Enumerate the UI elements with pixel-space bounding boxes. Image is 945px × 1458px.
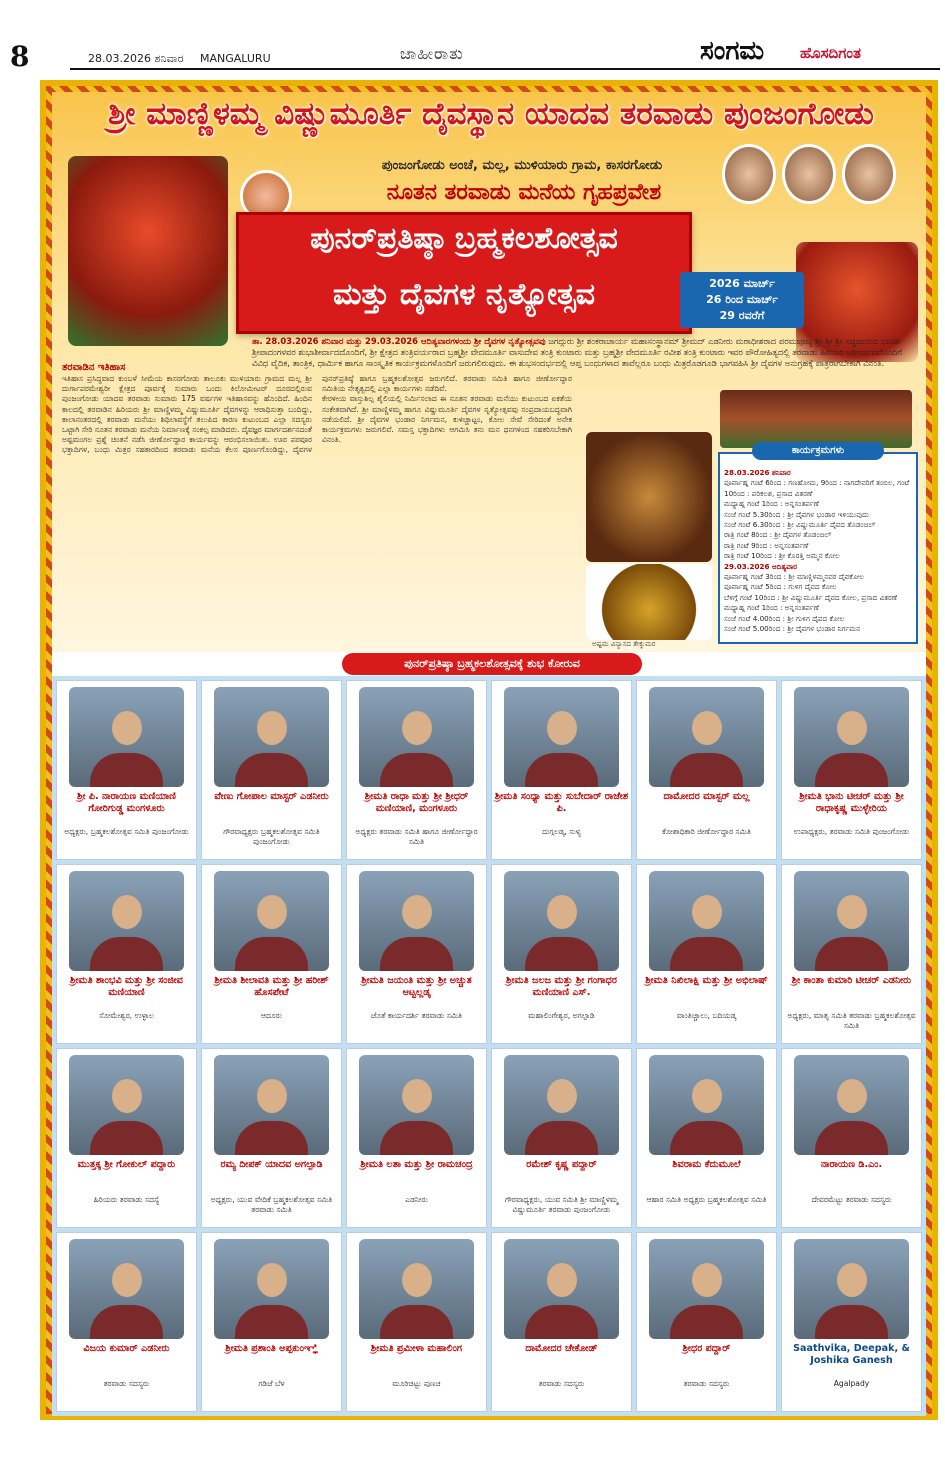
wisher-photo [214, 871, 329, 971]
tharavadu-house-image [720, 390, 912, 448]
wisher-card [781, 680, 922, 860]
wisher-photo [794, 1055, 909, 1155]
festival-title-line2: ಮತ್ತು ದೈವಗಳ ನೃತ್ಯೋತ್ಸವ [332, 277, 596, 312]
invitation-body: ಜಗದ್ಗುರು ಶ್ರೀ ಶಂಕರಾಚಾರ್ಯ ಮಹಾಸಂಸ್ಥಾನಮ್ ಶ್ರೀಮದ್ ಎಡನೀರು ಮಠಾಧೀಶರಾದ ಪರಮಪೂಜ್ಯ ಶ್ರೀ ಶ್ರೀ ಶ್ರೀ ಸಚ್ಚಿದಾನಂದ ಭಾರತೀ ಶ್ರೀಪಾದಂಗಳವರ ಶುಭಾಶೀರ್ವಾದದೊಂದಿಗೆ, ಶ್ರೀ ಕ್ಷೇತ್ರದ ತಂತ್ರಿವರ್ಯರಾದ ಬ್ರಹ್ಮಶ್ರೀ ವೇದಮೂರ್ತಿ ವಾಸುದೇವ ತಂತ್ರಿ ಕುಂಟಾರು ಮತ್ತು ಬ್ರಹ್ಮಶ್ರೀ ವೇದಮೂರ್ತಿ ರವೀಶ ತಂತ್ರಿ ಕುಂಟಾರು ಇವರ ಪೌರೋಹಿತ್ಯದಲ್ಲಿ ತರವಾಡು ಹಿರಿಯರ ಆಶೀರ್ವಾದದೊಂದಿಗೆ ವಿವಿಧ ವೈದಿಕ, ತಾಂತ್ರಿಕ, ಧಾರ್ಮಿಕ ಹಾಗೂ ಸಾಂಸ್ಕೃತಿಕ ಕಾರ್ಯಕ್ರಮಗಳೊಂದಿಗೆ ಜರುಗಲಿರುವುದು. ಈ ಶುಭಸಂದರ್ಭದಲ್ಲಿ ಆಪ್ತ ಬಂಧುಗಳಾದ ತಾವೆಲ್ಲರೂ ಬಂಧು ಮಿತ್ರರೊಡಗೂಡಿ ಭಾಗವಹಿಸಿ ಶ್ರೀ ದೈವಗಳ ಅನುಗ್ರಹಕ್ಕೆ ಪಾತ್ರರಾಗಬೇಕಾಗಿ ವಿನಂತಿ. [252, 336, 903, 368]
wisher-photo [69, 1239, 184, 1339]
wisher-card [491, 864, 632, 1044]
wisher-name: ವೇಣು ಗೋಪಾಲ ಮಾಸ್ಟರ್ ಎಡನೀರು [214, 791, 329, 802]
wisher-card [201, 680, 342, 860]
program-item: ರಾತ್ರಿ ಗಂಟೆ 8ರಿಂದ : ಶ್ರೀ ದೈವಗಳ ತೊಡಂಙಲ್ [724, 530, 832, 540]
date-line: 26 ರಿಂದ ಮಾರ್ಚ್ [706, 293, 778, 306]
festival-dates [680, 272, 804, 328]
wisher-card [781, 1232, 922, 1412]
wisher-name: ಶ್ರೀಮತಿ ಭಾನು ಟೀಚರ್ ಮತ್ತು ಶ್ರೀ ರಾಧಾಕೃಷ್ಣ ಮುಳ್ಳೇರಿಯ [799, 791, 904, 814]
wisher-photo [794, 1239, 909, 1339]
wisher-name: ಮುತ್ತಕ್ಕ ಶ್ರೀ ಗೋಕುಲ್ ಪದ್ದಾರು [77, 1159, 176, 1170]
top-banner [52, 92, 926, 652]
wisher-photo [69, 687, 184, 787]
wisher-designation: ಎಡನೀರು [405, 1195, 428, 1204]
wisher-name: ರಮೇಶ್ ಕೃಷ್ಣ ಪದ್ದಾರ್ [526, 1159, 597, 1170]
invitation-text [252, 336, 920, 369]
wisher-photo [359, 1055, 474, 1155]
wisher-card [636, 864, 777, 1044]
wisher-photo [69, 871, 184, 971]
kalasha-image [586, 564, 712, 640]
issue-date: 28.03.2026 ಶನಿವಾರ [88, 52, 184, 65]
shrine-image [586, 432, 712, 562]
invitation-date: ತಾ. 28.03.2026 ಶನಿವಾರ ಮತ್ತು 29.03.2026 ಆದಿತ್ಯವಾರಗಳಂದು ಶ್ರೀ ದೈವಗಳ ನೃತ್ಯೋತ್ಸವವು [252, 336, 546, 346]
advertisement [52, 92, 926, 1408]
program-item: ಸಂಜೆ ಗಂಟೆ 4.00ರಿಂದ : ಶ್ರೀ ಗುಳಿಗ ದೈವದ ಕೋಲ [724, 613, 845, 623]
wisher-photo [649, 1055, 764, 1155]
wisher-designation: ಅಧ್ಯಕ್ಷರು, ಮಾತೃ ಸಮಿತಿ ತರವಾಡು ಬ್ರಹ್ಮಕಲಶೋತ್ಸವ ಸಮಿತಿ [787, 1011, 916, 1030]
wisher-photo [649, 871, 764, 971]
masthead [0, 0, 945, 78]
article-body [62, 374, 572, 640]
wisher-card [636, 680, 777, 860]
wisher-card [781, 864, 922, 1044]
program-list [724, 478, 912, 561]
wisher-photo [504, 687, 619, 787]
wishers-grid [52, 676, 926, 1416]
wisher-photo [359, 871, 474, 971]
banner-address: ಪುಂಜಂಗೋಡು ಅಂಚೆ, ಮಲ್ಲ, ಮುಳಿಯಾರು ಗ್ರಾಮ, ಕಾಸರಗೋಡು [381, 158, 663, 173]
program-item: ಪೂರ್ವಾಹ್ನ ಗಂಟೆ 3ರಿಂದ : ಶ್ರೀ ಮಾಣ್ಣಿಳಮ್ಮನವರ ದೈವಕೋಲ [724, 572, 865, 582]
wisher-designation: ಗೌರವಾಧ್ಯಕ್ಷರು ಬ್ರಹ್ಮಕಲಶೋತ್ಸವ ಸಮಿತಿ ಪುಂಜಂಗೋಡು [223, 827, 320, 846]
date-line: 2026 ಮಾರ್ಚ್ [709, 277, 775, 290]
wisher-photo [794, 687, 909, 787]
wisher-name: ಶ್ರೀಮತಿ ರಾಧಾ ಮತ್ತು ಶ್ರೀ ಶ್ರೀಧರ್ ಮಣಿಯಾಣಿ, ಮಂಗಳೂರು [364, 791, 469, 814]
image-credit: ಅಷ್ಟಮ ವಿನ್ಯಾಸದ ತೇಕ್ಕುಮರ [592, 640, 656, 648]
program-item: ಪೂರ್ವಾಹ್ನ ಗಂಟೆ 6ರಿಂದ : ಗಣಹೋಮ, 9ರಿಂದ : ನಾಗದೇವರಿಗೆ ತಂಬಿಲ, ಗಂಟೆ 10ರಿಂದ : ಪರಿಕಲಶ, ಪ್ರಸಾದ ವಿತರಣೆ [724, 478, 910, 498]
article-paragraph: ಇತಿಹಾಸ ಪ್ರಸಿದ್ಧವಾದ ಕುಂಬಳೆ ಸೀಮೆಯ ಕಾಸರಗೋಡು ತಾಲೂಕು ಮುಳಿಯಾರು ಗ್ರಾಮದ ಮಲ್ಲ ಶ್ರೀ ದುರ್ಗಾಪರಮೇಶ್ವರೀ ಕ್ಷೇತ್ರದ ಪೂರ್ವಕ್ಕೆ ಸುಮಾರು ಒಂದು ಕಿಲೋಮೀಟರ್ ದೂರದಲ್ಲಿರುವ ಪುಂಜಂಗೋಡು ಯಾದವ ತರವಾಡು ಸುಮಾರು 175 ವರ್ಷಗಳ ಇತಿಹಾಸವನ್ನು ಹೊಂದಿದೆ. ಹಿಂದಿನ ಕಾಲದಲ್ಲಿ ತರವಾಡಿನ ಹಿರಿಯರು ಶ್ರೀ ಮಾಣ್ಣಿಳಮ್ಮ ವಿಷ್ಣುಮೂರ್ತಿ ದೈವಗಳನ್ನು ಆರಾಧಿಸುತ್ತಾ ಬಂದಿದ್ದು, ಕಾಲಾನಂತರದಲ್ಲಿ ತರವಾಡು ಮನೆಯು ಶಿಥಿಲಾವಸ್ಥೆಗೆ ತಲುಪಿದ ಕಾರಣ ಕುಟುಂಬದ ಎಲ್ಲಾ ಸದಸ್ಯರು ಒಟ್ಟಾಗಿ ಸೇರಿ ನೂತನ ತರವಾಡು ಮನೆಯ ನಿರ್ಮಾಣಕ್ಕೆ ಸಂಕಲ್ಪ ಮಾಡಿದರು. ದೈವಜ್ಞರ ಮಾರ್ಗದರ್ಶನದಂತೆ ಅಷ್ಟಮಂಗಲ ಪ್ರಶ್ನೆ ಚಿಂತನೆ ನಡೆಸಿ ಜೀರ್ಣೋದ್ಧಾರ ಕಾರ್ಯವನ್ನು ಆರಂಭಿಸಲಾಯಿತು. ಊರ ಪರವೂರ ಭಕ್ತಾದಿಗಳ, ಬಂಧು ಮಿತ್ರರ ಸಹಕಾರದಿಂದ ತರವಾಡು ಮನೆಯ ಕೆಲಸ ಪೂರ್ಣಗೊಂಡಿದ್ದು, ದೈವಗಳ ಪುನರ್‌ಪ್ರತಿಷ್ಠೆ ಹಾಗೂ ಬ್ರಹ್ಮಕಲಶೋತ್ಸವ ಜರುಗಲಿದೆ. ತರವಾಡು ಸಮಿತಿ ಹಾಗೂ ಜೀರ್ಣೋದ್ಧಾರ ಸಮಿತಿಯ ನೇತೃತ್ವದಲ್ಲಿ ಎಲ್ಲಾ ಕಾರ್ಯಗಳು ನಡೆದಿವೆ. [62, 374, 572, 455]
wisher-designation: ಕೋಶಾಧಿಕಾರಿ ಜೀರ್ಣೋದ್ಧಾರ ಸಮಿತಿ [662, 827, 751, 836]
wisher-designation: ಮಹಾಲಿಂಗೇಶ್ವರ, ಅಗಲ್ಪಾಡಿ [528, 1011, 595, 1020]
brand-logo: ಸಂಗಮ [700, 36, 765, 66]
wisher-name: ಶ್ರೀಮತಿ ಜಯಂತಿ ಮತ್ತು ಶ್ರೀ ಅಚ್ಚುತ ಆಟ್ಟಲ್ಲಡ್ಕ [361, 975, 472, 998]
edition-city: MANGALURU [200, 52, 271, 65]
wisher-designation: ಮೂರಿಚಿಟ್ಟು ಪುಣಚ [392, 1379, 441, 1388]
theyyam-image [68, 156, 228, 346]
portrait-photo [842, 144, 896, 204]
wisher-card [491, 1048, 632, 1228]
wisher-designation: ಆದೂರು [260, 1011, 283, 1020]
wisher-designation: ತರವಾಡು ಸದಸ್ಯರು [683, 1379, 730, 1388]
wisher-photo [69, 1055, 184, 1155]
wisher-name: ಶ್ರೀಮತಿ ಶೀಲಾವತಿ ಮತ್ತು ಶ್ರೀ ಹರೀಶ್ ಹೊಸಪೇಟೆ [214, 975, 329, 998]
masthead-rule [70, 68, 940, 70]
wisher-name: ಶ್ರೀ ಪಿ. ನಾರಾಯಣ ಮಣಿಯಾಣಿ ಗೋರಿಗುಡ್ಡ ಮಂಗಳೂರು [77, 791, 176, 814]
wisher-photo [359, 687, 474, 787]
wisher-name: ರಮ್ಯ ದೀಪಕ್ ಯಾದವ ಅಗಲ್ಪಾಡಿ [220, 1159, 323, 1170]
wisher-designation: ತರವಾಡು ಸದಸ್ಯರು [538, 1379, 585, 1388]
program-item: ರಾತ್ರಿ ಗಂಟೆ 10ರಿಂದ : ಶ್ರೀ ಕೊರತ್ತಿ ಅಮ್ಮನ ಕೋಲ [724, 551, 840, 561]
program-date: 28.03.2026 ಶನಿವಾರ [724, 468, 791, 477]
wisher-card [781, 1048, 922, 1228]
wisher-photo [214, 1239, 329, 1339]
program-item: ಪೂರ್ವಾಹ್ನ ಗಂಟೆ 5ರಿಂದ : ಗುಳಿಗ ದೈವದ ಕೋಲ [724, 582, 837, 592]
portrait-photo [782, 144, 836, 204]
wisher-designation: ಅಧ್ಯಕ್ಷರು, ಬ್ರಹ್ಮಕಲಶೋತ್ಸವ ಸಮಿತಿ ಪುಂಜಂಗೋಡು [64, 827, 189, 836]
wisher-designation: ಉಪಾಧ್ಯಕ್ಷರು, ತರವಾಡು ಸಮಿತಿ ಪುಂಜಂಗೋಡು [793, 827, 910, 836]
wisher-card [346, 1232, 487, 1412]
wisher-photo [504, 871, 619, 971]
wisher-photo [359, 1239, 474, 1339]
wisher-designation: ತರವಾಡು ಸದಸ್ಯರು [103, 1379, 150, 1388]
program-item: ಬೆಳಿಗ್ಗೆ ಗಂಟೆ 10ರಿಂದ : ಶ್ರೀ ವಿಷ್ಣುಮೂರ್ತಿ ದೈವದ ಕೋಲ, ಪ್ರಸಾದ ವಿತರಣೆ [724, 592, 898, 602]
program-date: 29.03.2026 ಆದಿತ್ಯವಾರ [724, 561, 798, 571]
wisher-designation: ಜೊತೆ ಕಾರ್ಯದರ್ಶಿ ತರವಾಡು ಸಮಿತಿ [370, 1011, 463, 1020]
wisher-name: ನಾರಾಯಣ ಡಿ.ಎಂ. [820, 1159, 883, 1170]
wisher-designation: Agalpady [833, 1379, 870, 1388]
wisher-designation: ವಾಂತಿಚ್ಚಾಲು, ಬದಿಯಡ್ಕ [676, 1011, 737, 1020]
wisher-photo [504, 1239, 619, 1339]
advertisement-frame [40, 80, 938, 1420]
banner-title: ಶ್ರೀ ಮಾಣ್ಣಿಳಮ್ಮ ವಿಷ್ಣುಮೂರ್ತಿ ದೈವಸ್ಥಾನ ಯಾದವ ತರವಾಡು ಪುಂಜಂಗೋಡು [108, 96, 874, 132]
wisher-card [636, 1048, 777, 1228]
article-heading: ತರವಾಡಿನ ಇತಿಹಾಸ [62, 362, 126, 373]
wisher-card [201, 864, 342, 1044]
wisher-photo [649, 687, 764, 787]
wisher-photo [214, 687, 329, 787]
wisher-designation: ಸೋಮೇಶ್ವರ, ಉಳ್ಳಾಲ [99, 1011, 154, 1020]
wisher-designation: ಗೌರವಾಧ್ಯಕ್ಷರು, ಯುವ ಸಮಿತಿ ಶ್ರೀ ಮಾಣ್ಣಿಳಮ್ಮ ವಿಷ್ಣುಮೂರ್ತಿ ತರವಾಡು ಪುಂಜಂಗೋಡು [504, 1195, 619, 1214]
wisher-card [56, 1232, 197, 1412]
wisher-designation: ದುಗ್ಗಲಡ್ಕ, ಸುಳ್ಯ [542, 827, 581, 836]
wisher-name: ಶ್ರೀಮತಿ ಶಾಂಭವಿ ಮತ್ತು ಶ್ರೀ ಸಂಜೀವ ಮಣಿಯಾಣಿ [70, 975, 183, 998]
portrait-photo [722, 144, 776, 204]
wisher-photo [794, 871, 909, 971]
wisher-designation: ಹಿರಿಯರು ತರವಾಡು ಸದಸ್ಯೆ [93, 1195, 160, 1204]
wisher-card [346, 864, 487, 1044]
wisher-name: ದಾಮೋದರ ಚೇಕೋಡ್ [525, 1343, 598, 1354]
banner-griha-pravesha: ನೂತನ ತರವಾಡು ಮನೆಯ ಗೃಹಪ್ರವೇಶ [386, 180, 662, 205]
program-heading: ಕಾರ್ಯಕ್ರಮಗಳು [752, 442, 884, 460]
article-paragraph: ಕೇರಳೀಯ ವಾಸ್ತುಶಿಲ್ಪ ಶೈಲಿಯಲ್ಲಿ ನಿರ್ಮಿಸಲಾದ ಈ ನೂತನ ತರವಾಡು ಮನೆಯು ಕುಟುಂಬದ ಏಕತೆಯ ಸಂಕೇತವಾಗಿದೆ. ಶ್ರೀ ಮಾಣ್ಣಿಳಮ್ಮ ಹಾಗೂ ವಿಷ್ಣುಮೂರ್ತಿ ದೈವಗಳ ನೃತ್ಯೋತ್ಸವವು ಸಂಪ್ರದಾಯಬದ್ಧವಾಗಿ ನಡೆಯಲಿದೆ. ಶ್ರೀ ದೈವಗಳ ಭಂಡಾರ ನಿರ್ಗಮನ, ಕುಳಿಚ್ಚಾಟ್ಟಂ, ಕೋಲ ಸೇವೆ ಸೇರಿದಂತೆ ಅನೇಕ ಕಾರ್ಯಕ್ರಮಗಳು ಜರುಗಲಿವೆ. ಸಮಸ್ತ ಭಕ್ತಾದಿಗಳು ಆಗಮಿಸಿ ತನು ಮನ ಧನಗಳಿಂದ ಸಹಕರಿಸಬೇಕಾಗಿ ವಿನಂತಿ. [322, 394, 572, 445]
wisher-name: ದಾಮೋದರ ಮಾಸ್ಟರ್ ಮಲ್ಲ [663, 791, 750, 802]
wisher-card [491, 680, 632, 860]
wisher-designation: ಆಹಾರ ಸಮಿತಿ ಅಧ್ಯಕ್ಷರು ಬ್ರಹ್ಮಕಲಶೋತ್ಸವ ಸಮಿತಿ [646, 1195, 767, 1204]
wisher-name: ಶ್ರೀಮತಿ ನಿಖಿಲಾಕ್ಷಿ ಮತ್ತು ಶ್ರೀ ಅಭಿಲಾಷ್ [645, 975, 768, 986]
wisher-card [56, 1048, 197, 1228]
program-item: ಮಧ್ಯಾಹ್ನ ಗಂಟೆ 1ರಿಂದ : ಅನ್ನಸಂತರ್ಪಣೆ [724, 603, 819, 613]
program-item: ಮಧ್ಯಾಹ್ನ ಗಂಟೆ 1ರಿಂದ : ಅನ್ನಸಂತರ್ಪಣೆ [724, 499, 819, 509]
wisher-photo [214, 1055, 329, 1155]
program-item: ಸಂಜೆ ಗಂಟೆ 6.30ರಿಂದ : ಶ್ರೀ ವಿಷ್ಣುಮೂರ್ತಿ ದೈವದ ತೊಡಂಙಲ್ [724, 520, 876, 530]
page-number: 8 [10, 40, 30, 73]
wisher-name: Saathvika, Deepak, & Joshika Ganesh [793, 1343, 910, 1366]
wisher-name: ವಿಜಯ ಕುಮಾರ್ ಎಡನೀರು [83, 1343, 170, 1354]
section-label: ಜಾಹೀರಾತು [400, 44, 464, 63]
wisher-card [346, 1048, 487, 1228]
wisher-card [491, 1232, 632, 1412]
wisher-card [636, 1232, 777, 1412]
wisher-card [201, 1232, 342, 1412]
festival-title-box [236, 212, 692, 334]
program-item: ಸಂಜೆ ಗಂಟೆ 5.30ರಿಂದ : ಶ್ರೀ ದೈವಗಳ ಭಂಡಾರ ಇಳಿಯುವುದು [724, 509, 870, 519]
wishes-heading: ಪುನರ್‌ಪ್ರತಿಷ್ಠಾ ಬ್ರಹ್ಮಕಲಶೋತ್ಸವಕ್ಕೆ ಶುಭ ಕೋರುವ [342, 653, 642, 675]
wisher-name: ಶ್ರೀಮತಿ ಜಲಜ ಮತ್ತು ಶ್ರೀ ಗಂಗಾಧರ ಮಣಿಯಾಣಿ ಎಸ್. [506, 975, 617, 998]
wisher-name: ಶಿವರಾಮ ಕೆದುಮೂಲೆ [672, 1159, 741, 1170]
brand-logo-secondary: ಹೊಸದಿಗಂತ [800, 44, 861, 62]
wisher-name: ಶ್ರೀಮತಿ ಪ್ರಮೀಳಾ ಮಹಾಲಿಂಗ [370, 1343, 463, 1354]
wisher-designation: ಅಧ್ಯಕ್ಷರು ತರವಾಡು ಸಮಿತಿ ಹಾಗೂ ಜೀರ್ಣೋದ್ಧಾರ ಸಮಿತಿ [355, 827, 478, 846]
wisher-card [201, 1048, 342, 1228]
wisher-designation: ದೇವರಮೆಟ್ಟು ತರವಾಡು ಸದಸ್ಯರು [811, 1195, 892, 1204]
wisher-name: ಶ್ರೀಮತಿ ಲತಾ ಮತ್ತು ಶ್ರೀ ರಾಮಚಂದ್ರ [360, 1159, 473, 1170]
wisher-card [56, 864, 197, 1044]
wisher-name: ಶ್ರೀಧರ ಪದ್ದಾರ್ [682, 1343, 731, 1354]
program-item: ಸಂಜೆ ಗಂಟೆ 5.00ರಿಂದ : ಶ್ರೀ ದೈವಗಳ ಭಂಡಾರ ನಿರ್ಗಮನ [724, 624, 861, 634]
wisher-name: ಶ್ರೀಮತಿ ಸಂಧ್ಯಾ ಮತ್ತು ಸುಬೇದಾರ್ ರಾಜೇಶ ಪಿ. [494, 791, 629, 814]
wisher-card [346, 680, 487, 860]
program-list [724, 572, 912, 634]
festival-title-line1: ಪುನರ್‌ಪ್ರತಿಷ್ಠಾ ಬ್ರಹ್ಮಕಲಶೋತ್ಸವ [310, 221, 618, 256]
wisher-photo [649, 1239, 764, 1339]
wisher-card [56, 680, 197, 860]
date-line: 29 ರವರೆಗೆ [719, 309, 765, 322]
wisher-name: ಶ್ರೀ ಕಾಂತಾ ಕುಮಾರಿ ಟೀಚರ್ ಎಡನೀರು [791, 975, 912, 986]
wisher-photo [504, 1055, 619, 1155]
wisher-name: ಶ್ರೀಮತಿ ಪ್ರಶಾಂತಿ ಅಪ್ಪಕುಂಞ್ಞಿ [225, 1343, 318, 1354]
wisher-designation: ಗಡಿಜೆ ಬೆಳ [258, 1379, 285, 1388]
program-item: ರಾತ್ರಿ ಗಂಟೆ 9ರಿಂದ : ಅನ್ನಸಂತರ್ಪಣೆ [724, 540, 809, 550]
program-schedule [718, 452, 918, 644]
wisher-designation: ಅಧ್ಯಕ್ಷರು, ಯುವ ವೇದಿಕೆ ಬ್ರಹ್ಮಕಲಶೋತ್ಸವ ಸಮಿತಿ ತರವಾಡು ಸಮಿತಿ [210, 1195, 333, 1214]
